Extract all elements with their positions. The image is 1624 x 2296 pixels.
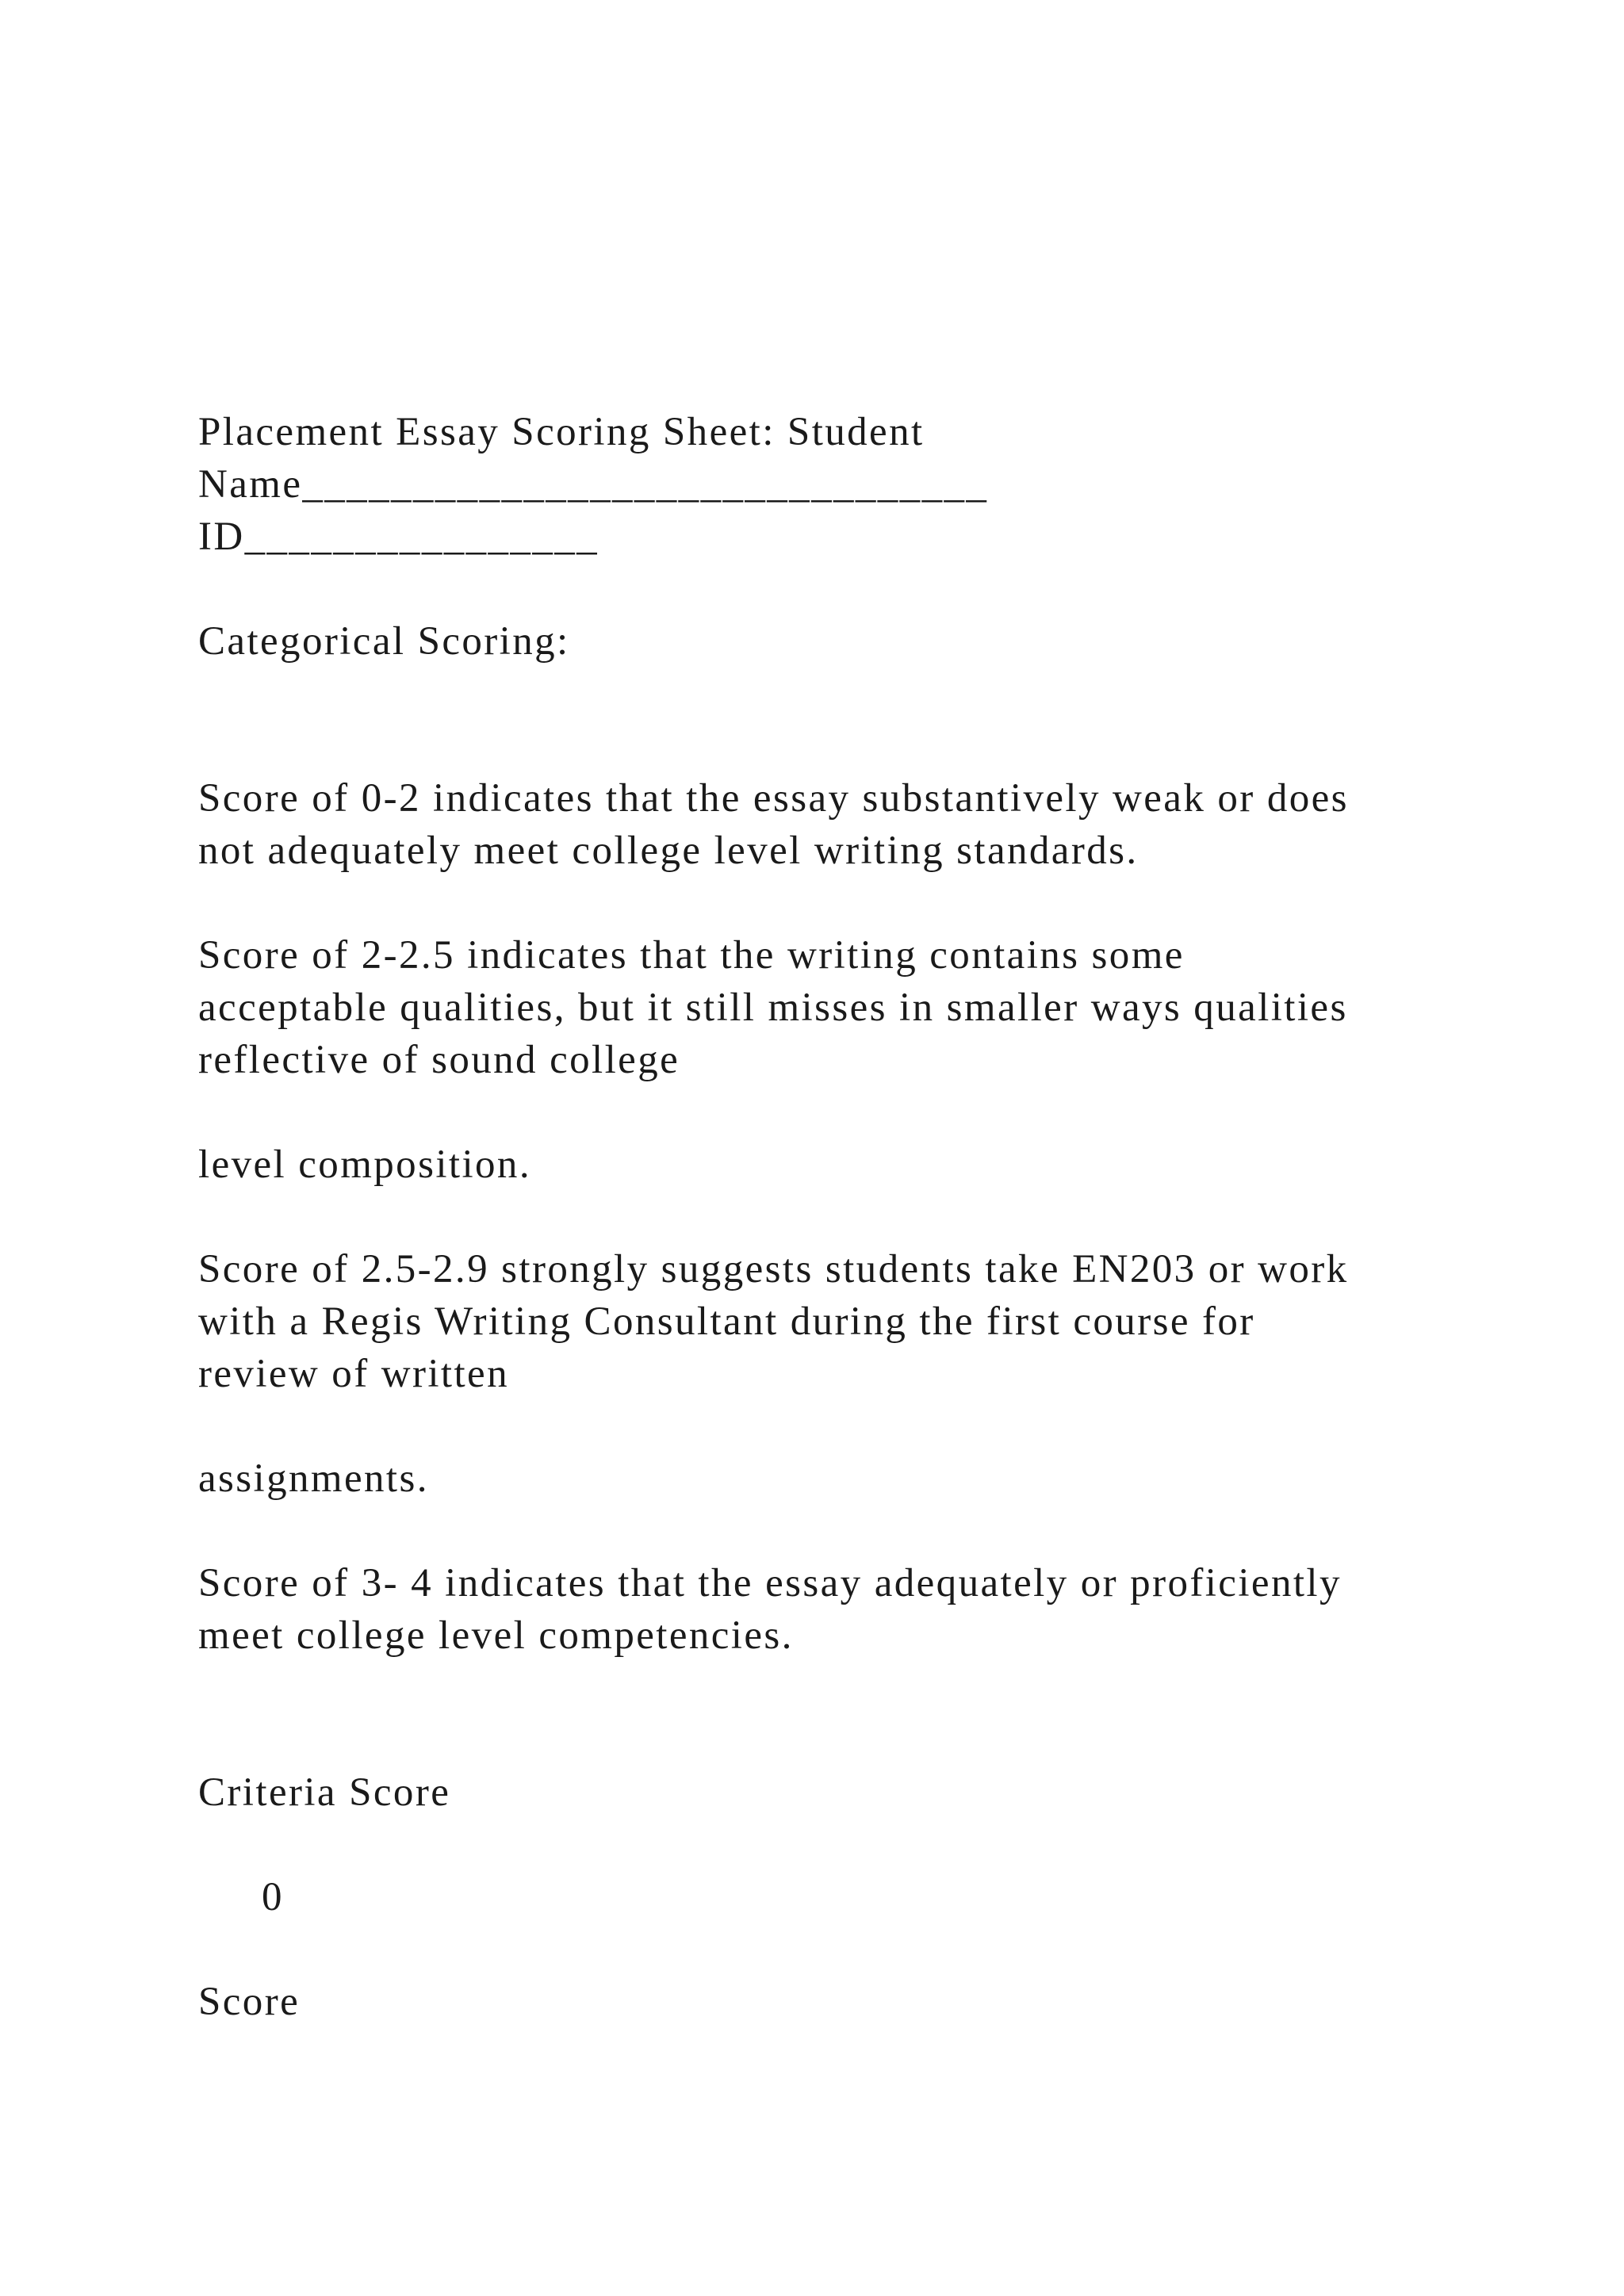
range-2.5-2.9-line-3: review of written	[198, 1352, 509, 1396]
range-2-2.5-line-2: acceptable qualities, but it still misses in smaller ways qualities	[198, 985, 1348, 1030]
range-0-2-line-2: not adequately meet college level writing standards.	[198, 828, 1139, 873]
range-2.5-2.9-line-2: with a Regis Writing Consultant during the first course for	[198, 1299, 1255, 1344]
range-2-2.5-line-3: reflective of sound college	[198, 1038, 680, 1082]
score-label: Score	[198, 1980, 301, 2024]
range-2.5-2.9-line-1: Score of 2.5-2.9 strongly suggests students take EN203 or work	[198, 1247, 1349, 1292]
criteria-score-heading: Criteria Score	[198, 1770, 451, 1815]
categorical-scoring-heading: Categorical Scoring:	[198, 619, 570, 664]
sheet-title: Placement Essay Scoring Sheet: Student	[198, 410, 925, 454]
student-name-field: Name_______________________________	[198, 462, 989, 507]
range-2.5-2.9-line-4: assignments.	[198, 1456, 429, 1501]
range-2-2.5-line-1: Score of 2-2.5 indicates that the writing contains some	[198, 933, 1185, 978]
range-3-4-line-2: meet college level competencies.	[198, 1613, 794, 1658]
zero-score-value: 0	[262, 1875, 284, 1919]
range-0-2-line-1: Score of 0-2 indicates that the essay substantively weak or does	[198, 776, 1349, 821]
range-3-4-line-1: Score of 3- 4 indicates that the essay adequately or proficiently	[198, 1561, 1342, 1605]
range-2-2.5-line-4: level composition.	[198, 1142, 531, 1187]
student-id-field: ID________________	[198, 515, 599, 559]
